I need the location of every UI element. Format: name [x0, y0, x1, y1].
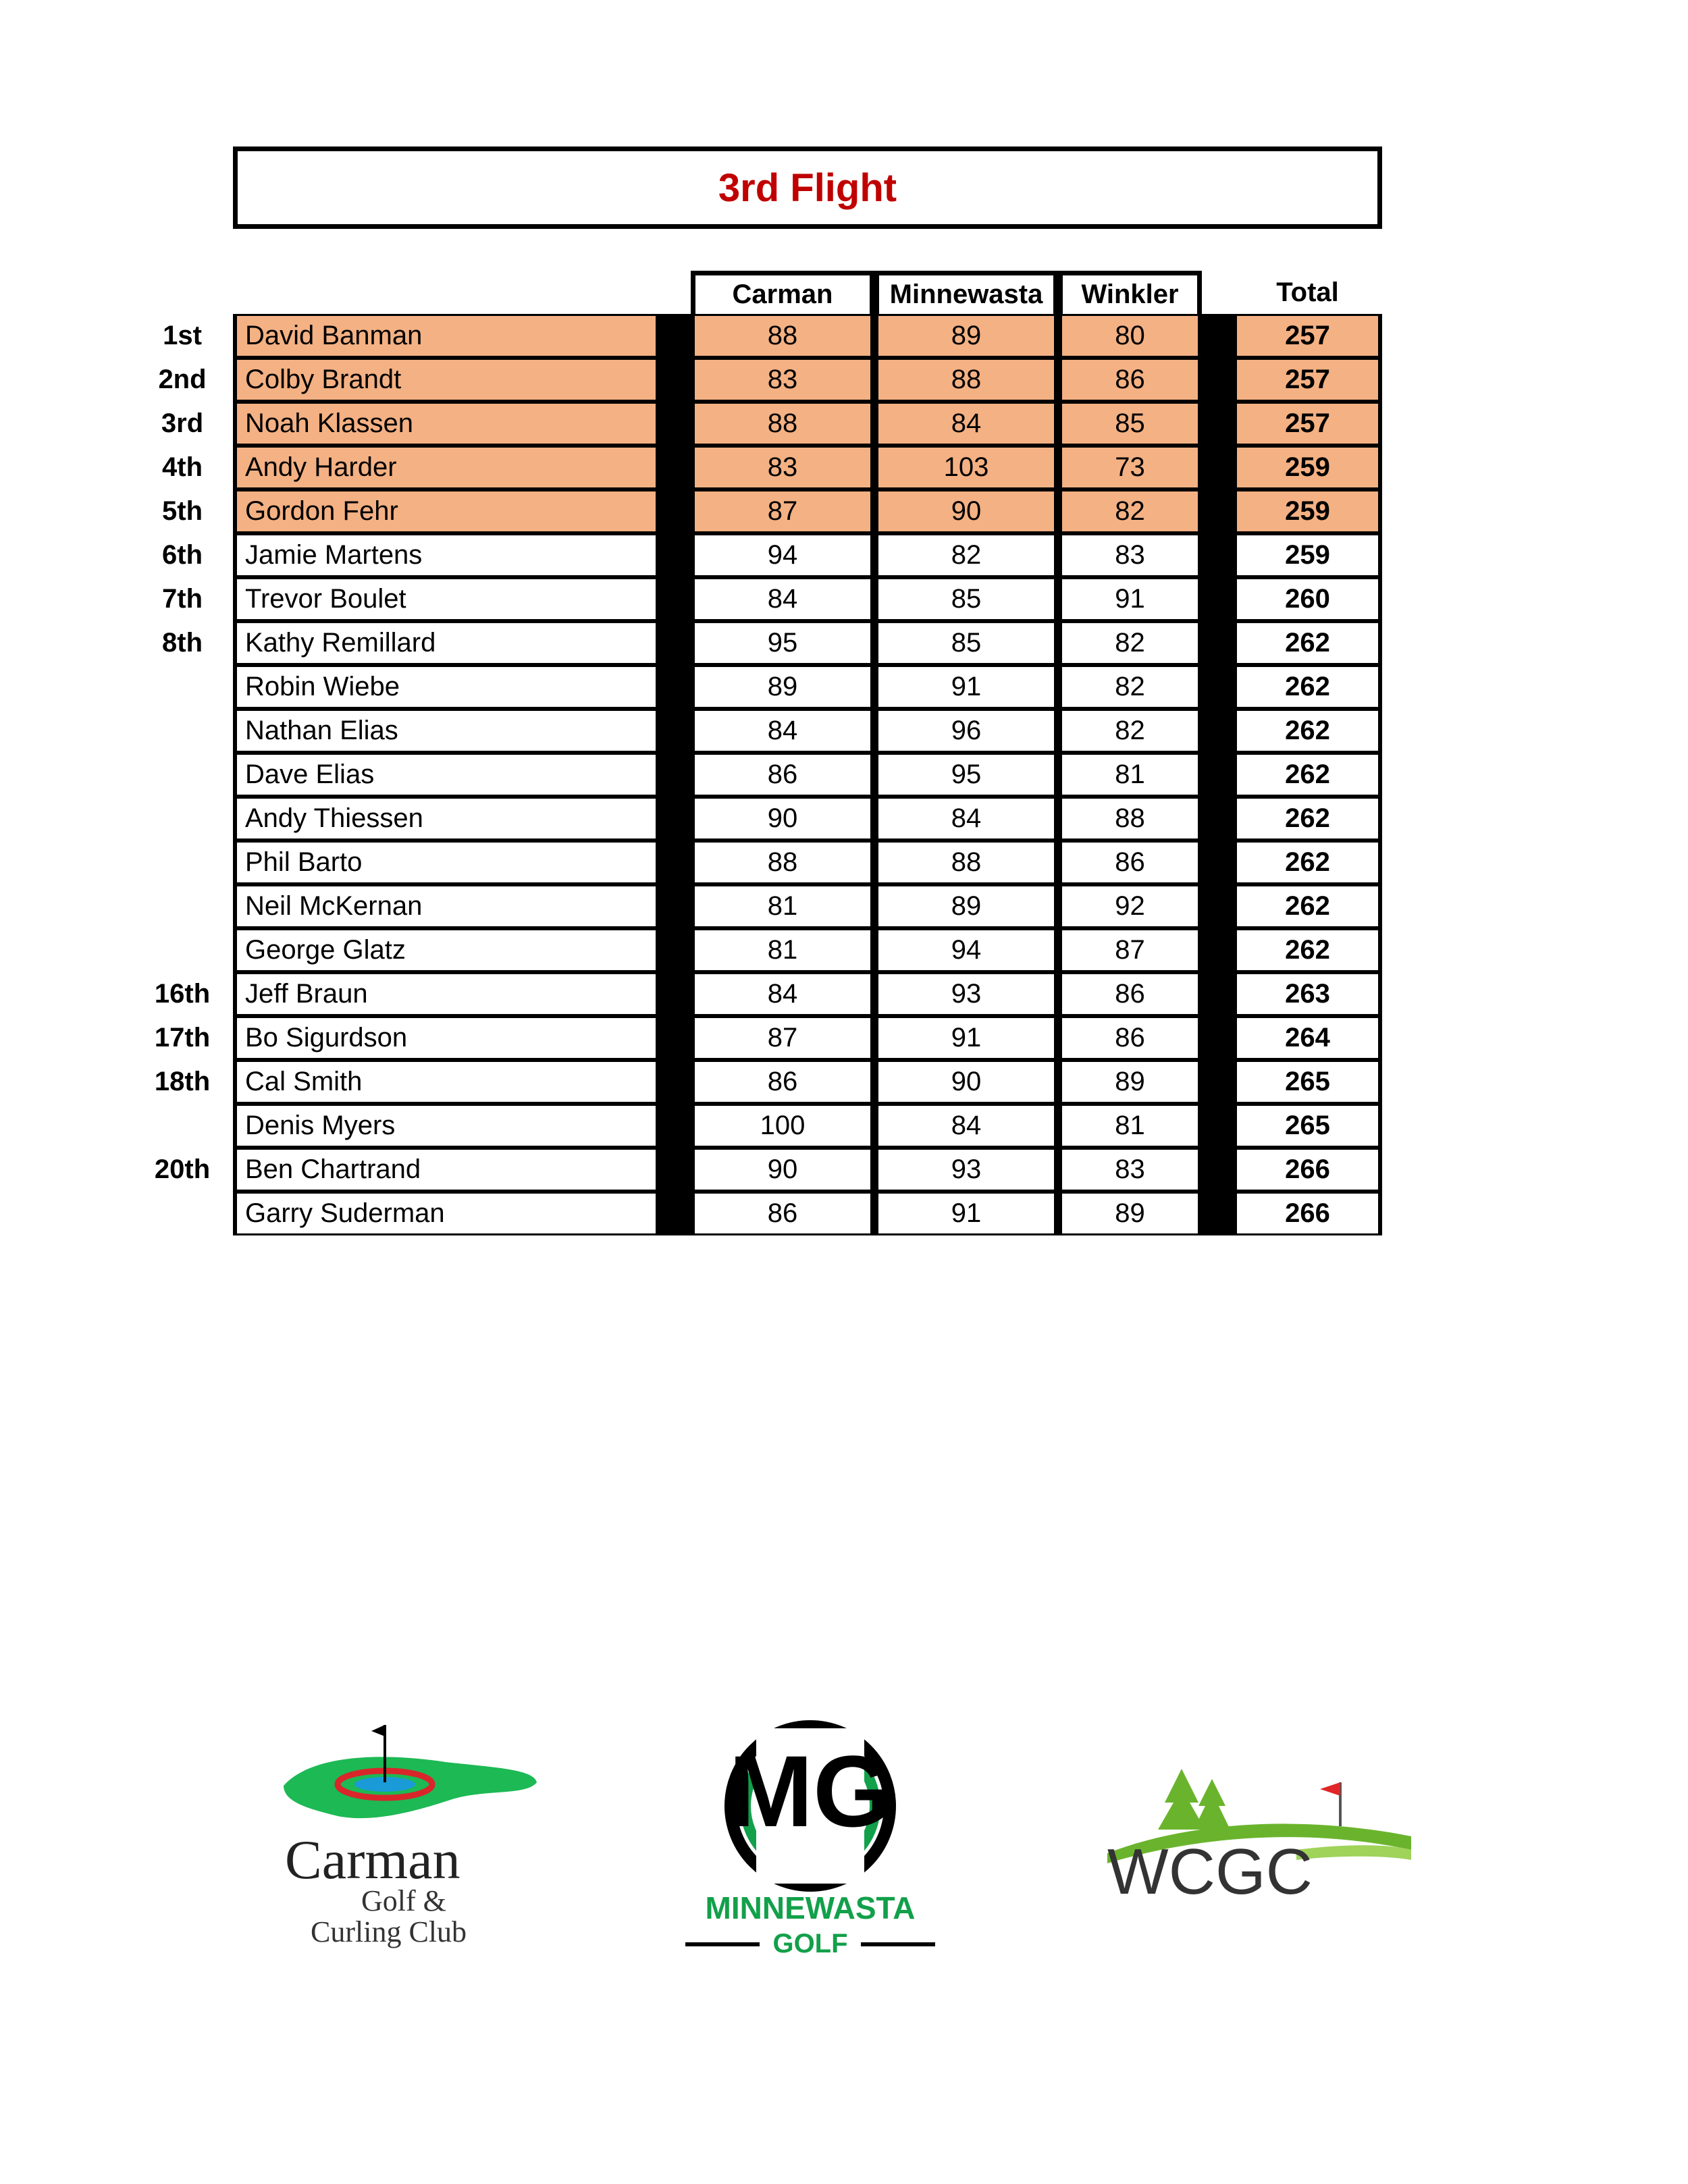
- table-row: [0, 533, 1688, 577]
- column-separator: [1202, 1148, 1233, 1192]
- player-name: Robin Wiebe: [233, 665, 660, 709]
- score-carman: 86: [691, 1060, 874, 1104]
- column-separator: [1202, 358, 1233, 402]
- score-carman: 86: [691, 753, 874, 797]
- column-separator: [1202, 665, 1233, 709]
- score-carman: 84: [691, 709, 874, 753]
- table-row: [0, 358, 1688, 402]
- player-name: Garry Suderman: [233, 1192, 660, 1235]
- player-name: George Glatz: [233, 928, 660, 972]
- score-carman: 88: [691, 402, 874, 446]
- total-score: 257: [1233, 402, 1382, 446]
- table-row: [0, 753, 1688, 797]
- rank-label: 3rd: [161, 408, 204, 438]
- score-winkler: 83: [1058, 1148, 1202, 1192]
- column-separator: [660, 884, 691, 928]
- score-winkler: 88: [1058, 797, 1202, 841]
- score-winkler: 86: [1058, 841, 1202, 884]
- table-row: [0, 884, 1688, 928]
- column-separator: [660, 621, 691, 665]
- score-minnewasta: 90: [874, 1060, 1058, 1104]
- player-name: Jeff Braun: [233, 972, 660, 1016]
- score-minnewasta: 95: [874, 753, 1058, 797]
- column-separator: [1202, 709, 1233, 753]
- column-separator: [1202, 797, 1233, 841]
- header-total: Total: [1276, 277, 1339, 307]
- score-minnewasta: 84: [874, 402, 1058, 446]
- rank-label: 4th: [162, 452, 203, 482]
- column-separator: [660, 402, 691, 446]
- carman-golf-logo: [270, 1715, 554, 1951]
- column-separator: [1202, 489, 1233, 533]
- column-separator: [660, 533, 691, 577]
- score-winkler: 92: [1058, 884, 1202, 928]
- table-row: [0, 928, 1688, 972]
- rank-label: [145, 797, 219, 841]
- column-separator: [660, 446, 691, 489]
- score-winkler: 86: [1058, 1016, 1202, 1060]
- player-name: Bo Sigurdson: [233, 1016, 660, 1060]
- column-separator: [660, 1104, 691, 1148]
- column-separator: [660, 928, 691, 972]
- score-winkler: 91: [1058, 577, 1202, 621]
- wcgc-logo: [1094, 1762, 1418, 1911]
- column-separator: [1202, 533, 1233, 577]
- score-carman: 100: [691, 1104, 874, 1148]
- flight-title: 3rd Flight: [718, 165, 897, 210]
- player-name: Colby Brandt: [233, 358, 660, 402]
- total-score: 266: [1233, 1148, 1382, 1192]
- score-carman: 88: [691, 314, 874, 358]
- column-separator: [660, 1060, 691, 1104]
- sponsor-logos: [0, 1701, 1688, 1958]
- score-carman: 81: [691, 884, 874, 928]
- score-carman: 95: [691, 621, 874, 665]
- header-course3: Winkler: [1058, 271, 1202, 314]
- column-separator: [1202, 402, 1233, 446]
- score-minnewasta: 94: [874, 928, 1058, 972]
- table-row: [0, 797, 1688, 841]
- column-separator: [660, 797, 691, 841]
- column-separator: [660, 709, 691, 753]
- player-name: Cal Smith: [233, 1060, 660, 1104]
- total-score: 259: [1233, 446, 1382, 489]
- score-carman: 81: [691, 928, 874, 972]
- score-carman: 86: [691, 1192, 874, 1235]
- total-score: 262: [1233, 753, 1382, 797]
- score-winkler: 82: [1058, 709, 1202, 753]
- score-winkler: 87: [1058, 928, 1202, 972]
- score-minnewasta: 93: [874, 1148, 1058, 1192]
- score-carman: 90: [691, 1148, 874, 1192]
- table-row: [0, 577, 1688, 621]
- column-separator: [660, 358, 691, 402]
- score-minnewasta: 93: [874, 972, 1058, 1016]
- header-course2: Minnewasta: [874, 271, 1058, 314]
- score-minnewasta: 89: [874, 884, 1058, 928]
- rank-label: [145, 665, 219, 709]
- table-row: [0, 1148, 1688, 1192]
- total-score: 259: [1233, 533, 1382, 577]
- player-name: Nathan Elias: [233, 709, 660, 753]
- total-score: 257: [1233, 314, 1382, 358]
- rank-label: 17th: [154, 1023, 211, 1053]
- rank-label: 7th: [162, 584, 203, 614]
- score-carman: 88: [691, 841, 874, 884]
- total-score: 262: [1233, 928, 1382, 972]
- player-name: Denis Myers: [233, 1104, 660, 1148]
- column-separator: [660, 1016, 691, 1060]
- player-name: Andy Thiessen: [233, 797, 660, 841]
- column-separator: [1202, 928, 1233, 972]
- player-name: Kathy Remillard: [233, 621, 660, 665]
- score-winkler: 82: [1058, 665, 1202, 709]
- rank-label: [145, 1104, 219, 1148]
- header-course1: Carman: [691, 271, 874, 314]
- score-carman: 83: [691, 358, 874, 402]
- rank-label: [145, 928, 219, 972]
- column-separator: [1202, 1104, 1233, 1148]
- table-row: [0, 1192, 1688, 1235]
- player-name: Ben Chartrand: [233, 1148, 660, 1192]
- score-winkler: 85: [1058, 402, 1202, 446]
- column-separator: [660, 1192, 691, 1235]
- score-minnewasta: 85: [874, 577, 1058, 621]
- results-table: [0, 314, 1688, 1235]
- rank-label: [145, 1192, 219, 1235]
- total-score: 262: [1233, 621, 1382, 665]
- score-carman: 83: [691, 446, 874, 489]
- score-winkler: 81: [1058, 753, 1202, 797]
- rank-label: [145, 884, 219, 928]
- total-score: 266: [1233, 1192, 1382, 1235]
- total-score: 260: [1233, 577, 1382, 621]
- minnewasta-golf-logo: [675, 1715, 945, 1958]
- score-carman: 87: [691, 489, 874, 533]
- table-row: [0, 1060, 1688, 1104]
- player-name: Neil McKernan: [233, 884, 660, 928]
- score-minnewasta: 89: [874, 314, 1058, 358]
- rank-label: 8th: [162, 628, 203, 658]
- score-minnewasta: 103: [874, 446, 1058, 489]
- total-score: 262: [1233, 797, 1382, 841]
- table-row: [0, 709, 1688, 753]
- score-winkler: 83: [1058, 533, 1202, 577]
- score-carman: 84: [691, 972, 874, 1016]
- rank-label: 16th: [154, 979, 211, 1009]
- column-separator: [1202, 841, 1233, 884]
- rank-label: 2nd: [158, 365, 207, 394]
- score-minnewasta: 84: [874, 797, 1058, 841]
- table-row: [0, 621, 1688, 665]
- player-name: Noah Klassen: [233, 402, 660, 446]
- score-winkler: 80: [1058, 314, 1202, 358]
- score-winkler: 82: [1058, 489, 1202, 533]
- player-name: Gordon Fehr: [233, 489, 660, 533]
- player-name: David Banman: [233, 314, 660, 358]
- column-separator: [1202, 1060, 1233, 1104]
- rank-label: 5th: [162, 496, 203, 526]
- rank-label: 18th: [154, 1067, 211, 1096]
- table-row: [0, 402, 1688, 446]
- player-name: Trevor Boulet: [233, 577, 660, 621]
- score-winkler: 86: [1058, 358, 1202, 402]
- minnewasta-monogram: MG: [729, 1734, 892, 1848]
- total-score: 262: [1233, 709, 1382, 753]
- score-minnewasta: 85: [874, 621, 1058, 665]
- score-minnewasta: 90: [874, 489, 1058, 533]
- score-winkler: 81: [1058, 1104, 1202, 1148]
- table-row: [0, 489, 1688, 533]
- score-minnewasta: 82: [874, 533, 1058, 577]
- total-score: 257: [1233, 358, 1382, 402]
- table-row: [0, 1104, 1688, 1148]
- column-separator: [660, 577, 691, 621]
- carman-logo-text: Carman: [285, 1829, 460, 1890]
- score-carman: 84: [691, 577, 874, 621]
- column-separator: [660, 489, 691, 533]
- score-minnewasta: 88: [874, 841, 1058, 884]
- table-row: [0, 446, 1688, 489]
- total-score: 265: [1233, 1104, 1382, 1148]
- total-score: 263: [1233, 972, 1382, 1016]
- score-minnewasta: 84: [874, 1104, 1058, 1148]
- total-score: 262: [1233, 884, 1382, 928]
- column-separator: [1202, 753, 1233, 797]
- score-winkler: 82: [1058, 621, 1202, 665]
- column-separator: [1202, 621, 1233, 665]
- score-winkler: 89: [1058, 1060, 1202, 1104]
- flight-title-box: [233, 147, 1382, 229]
- carman-logo-subtext-2: Curling Club: [311, 1915, 467, 1948]
- score-minnewasta: 91: [874, 1016, 1058, 1060]
- score-minnewasta: 91: [874, 1192, 1058, 1235]
- player-name: Andy Harder: [233, 446, 660, 489]
- column-separator: [1202, 314, 1233, 358]
- rank-label: 6th: [162, 540, 203, 570]
- player-name: Phil Barto: [233, 841, 660, 884]
- score-minnewasta: 91: [874, 665, 1058, 709]
- column-separator: [660, 972, 691, 1016]
- total-score: 262: [1233, 665, 1382, 709]
- column-separator: [660, 841, 691, 884]
- total-score: 259: [1233, 489, 1382, 533]
- column-separator: [1202, 884, 1233, 928]
- wcgc-logo-text: WCGC: [1107, 1836, 1313, 1908]
- table-row: [0, 1016, 1688, 1060]
- carman-logo-subtext: Golf &: [361, 1884, 446, 1917]
- column-separator: [660, 665, 691, 709]
- score-winkler: 73: [1058, 446, 1202, 489]
- score-carman: 87: [691, 1016, 874, 1060]
- table-row: [0, 314, 1688, 358]
- score-winkler: 89: [1058, 1192, 1202, 1235]
- rank-label: [145, 753, 219, 797]
- score-winkler: 86: [1058, 972, 1202, 1016]
- score-carman: 89: [691, 665, 874, 709]
- column-separator: [660, 1148, 691, 1192]
- rank-label: [145, 841, 219, 884]
- column-separator: [1202, 1016, 1233, 1060]
- column-separator: [1202, 446, 1233, 489]
- column-separator: [660, 314, 691, 358]
- player-name: Dave Elias: [233, 753, 660, 797]
- player-name: Jamie Martens: [233, 533, 660, 577]
- total-score: 264: [1233, 1016, 1382, 1060]
- score-minnewasta: 96: [874, 709, 1058, 753]
- column-separator: [1202, 1192, 1233, 1235]
- rank-label: [145, 709, 219, 753]
- score-minnewasta: 88: [874, 358, 1058, 402]
- column-separator: [1202, 972, 1233, 1016]
- score-carman: 90: [691, 797, 874, 841]
- table-row: [0, 972, 1688, 1016]
- table-row: [0, 841, 1688, 884]
- minnewasta-logo-text: MINNEWASTA: [705, 1890, 916, 1925]
- rank-label: 1st: [163, 321, 202, 350]
- rank-label: 20th: [154, 1154, 211, 1184]
- table-row: [0, 665, 1688, 709]
- total-score: 265: [1233, 1060, 1382, 1104]
- minnewasta-logo-subtext: GOLF: [772, 1929, 848, 1958]
- column-separator: [660, 753, 691, 797]
- total-score: 262: [1233, 841, 1382, 884]
- column-separator: [1202, 577, 1233, 621]
- score-carman: 94: [691, 533, 874, 577]
